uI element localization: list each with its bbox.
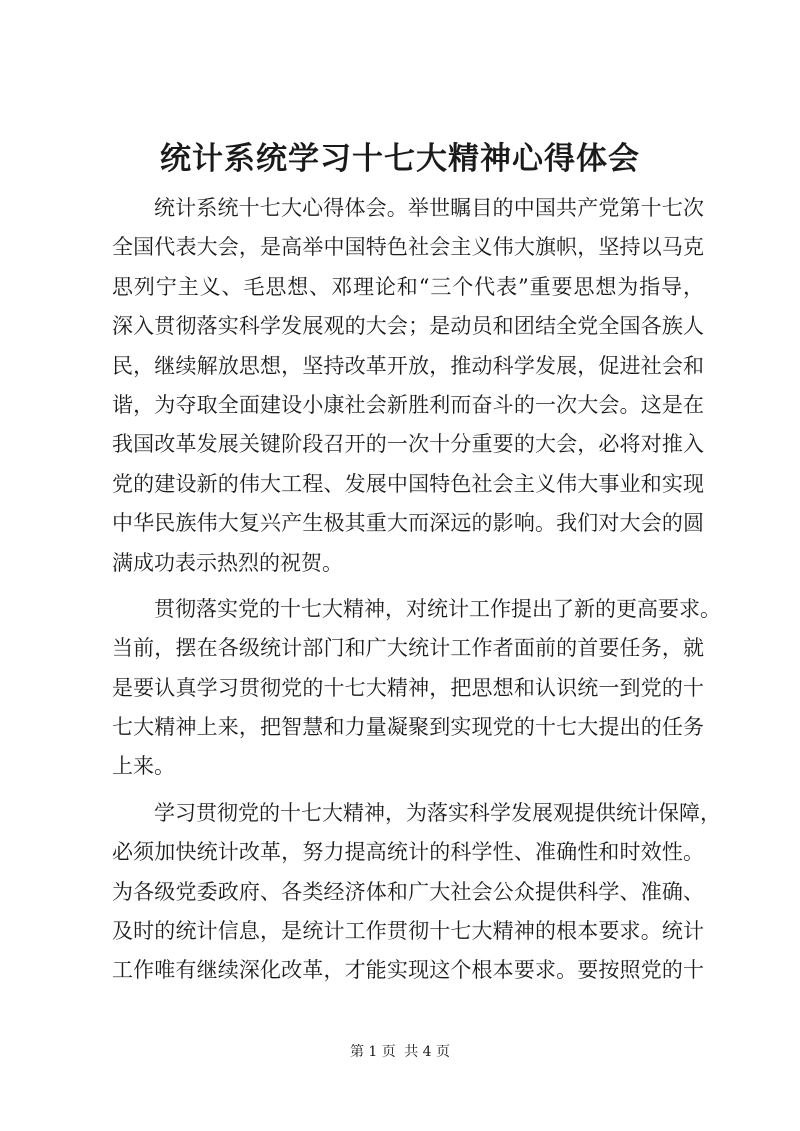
- paragraph-line: 上来。: [112, 754, 175, 779]
- paragraph-line: 满成功表示热烈的祝贺。: [112, 550, 343, 575]
- page-number: 第 1 页: [349, 1044, 396, 1060]
- paragraph-line: 及时的统计信息，是统计工作贯彻十七大精神的根本要求。统计: [112, 919, 704, 944]
- paragraph-line: 为各级党委政府、各类经济体和广大社会公众提供科学、准确、: [112, 879, 704, 904]
- document-title: 统计系统学习十七大精神心得体会: [160, 141, 640, 177]
- document-body: [112, 189, 721, 998]
- paragraph-line: 七大精神上来，把智慧和力量凝聚到实现党的十七大提出的任务: [112, 715, 704, 740]
- paragraph-line: 党的建设新的伟大工程、发展中国特色社会主义伟大事业和实现: [112, 471, 704, 496]
- paragraph-line: 学习贯彻党的十七大精神，为落实科学发展观提供统计保障，: [154, 800, 721, 825]
- paragraph-line: 贯彻落实党的十七大精神，对统计工作提出了新的更高要求。: [154, 596, 721, 621]
- paragraph-line: 深入贯彻落实科学发展观的大会；是动员和团结全党全国各族人: [112, 314, 704, 339]
- paragraph-line: 民，继续解放思想，坚持改革开放，推动科学发展，促进社会和: [112, 353, 704, 378]
- paragraph-line: 全国代表大会，是高举中国特色社会主义伟大旗帜，坚持以马克: [112, 235, 704, 260]
- paragraph-line: 我国改革发展关键阶段召开的一次十分重要的大会，必将对推入: [112, 432, 704, 457]
- paragraph-line: 是要认真学习贯彻党的十七大精神，把思想和认识统一到党的十: [112, 675, 704, 700]
- paragraph-line: 谐，为夺取全面建设小康社会新胜利而奋斗的一次大会。这是在: [112, 392, 704, 417]
- page-footer: [0, 1042, 800, 1062]
- page-total: 共 4 页: [404, 1044, 451, 1060]
- paragraph-1: [112, 189, 704, 583]
- paragraph-3: [112, 794, 721, 991]
- paragraph-line: 当前，摆在各级统计部门和广大统计工作者面前的首要任务，就: [112, 636, 704, 661]
- paragraph-line: 必须加快统计改革，努力提高统计的科学性、准确性和时效性。: [112, 840, 704, 865]
- paragraph-2: [112, 590, 721, 787]
- paragraph-line: 统计系统十七大心得体会。举世瞩目的中国共产党第十七次: [154, 196, 704, 220]
- paragraph-line: 思列宁主义、毛思想、邓理论和“三个代表”重要思想为指导，: [112, 274, 704, 299]
- paragraph-line: 中华民族伟大复兴产生极其重大而深远的影响。我们对大会的圆: [112, 511, 704, 536]
- paragraph-line: 工作唯有继续深化改革，才能实现这个根本要求。要按照党的十: [112, 958, 704, 983]
